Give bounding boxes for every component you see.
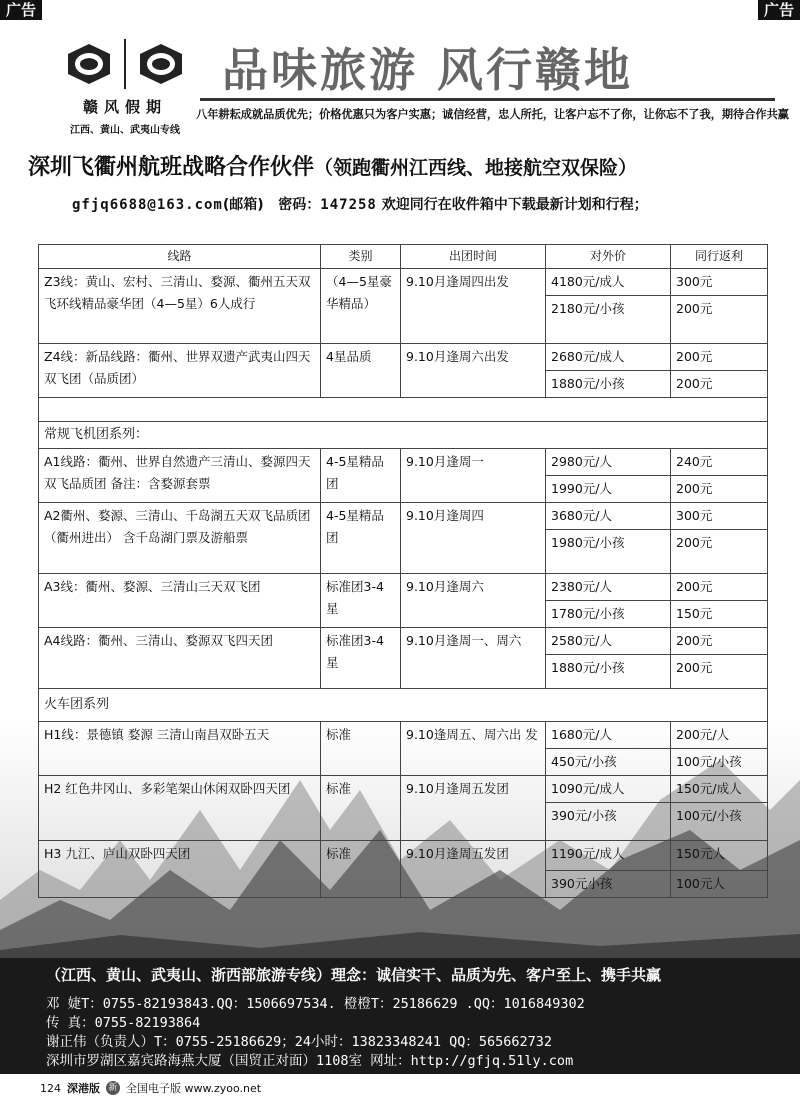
- price-cell: 2180元/小孩: [546, 296, 671, 344]
- rebate-cell: 200元: [671, 476, 768, 503]
- brand-name: 赣风假期: [82, 98, 167, 116]
- edition-badge-icon: 新: [106, 1081, 120, 1095]
- price-table: [38, 244, 768, 898]
- table-row: [39, 722, 768, 749]
- ad-label-left: 广告: [0, 0, 42, 20]
- route-cell: H2 红色井冈山、多彩笔架山休闲双卧四天团: [39, 776, 321, 841]
- header-route: 线路: [39, 245, 321, 269]
- table-row: [39, 628, 768, 655]
- date-cell: 9.10月逢周四出发: [401, 269, 546, 344]
- price-cell: 450元/小孩: [546, 749, 671, 776]
- header: [0, 22, 800, 142]
- type-cell: 4-5星精品团: [321, 449, 401, 503]
- table-row: [39, 776, 768, 803]
- header-type: 类别: [321, 245, 401, 269]
- emblem-icon: [64, 42, 114, 86]
- rebate-cell: 100元/小孩: [671, 749, 768, 776]
- price-cell: 1880元/小孩: [546, 371, 671, 398]
- date-cell: 9.10逢周五、周六出 发: [401, 722, 546, 776]
- table-row: [39, 574, 768, 601]
- email-line: [72, 194, 648, 214]
- table-row: [39, 344, 768, 371]
- date-cell: 9.10月逢周五发团: [401, 841, 546, 898]
- price-cell: 390元/小孩: [546, 803, 671, 841]
- headline: [28, 150, 637, 181]
- rebate-cell: 150元/成人: [671, 776, 768, 803]
- rebate-cell: 200元: [671, 371, 768, 398]
- brand-subtitle: 江西、黄山、武夷山专线: [70, 125, 180, 136]
- brand-logo: [50, 36, 200, 136]
- route-cell: A1线路：衢州、世界自然遗产三清山、婺源四天双飞品质团 备注：含婺源套票: [39, 449, 321, 503]
- table-header-row: [39, 245, 768, 269]
- headline-main: 深圳飞衢州航班战略合作伙伴: [28, 155, 315, 180]
- password-label: 密码：: [278, 197, 321, 213]
- date-cell: 9.10月逢周六出发: [401, 344, 546, 398]
- price-cell: 2580元/人: [546, 628, 671, 655]
- password-value: 147258: [320, 197, 377, 213]
- route-cell: A3线：衢州、婺源、三清山三天双飞团: [39, 574, 321, 628]
- rebate-cell: 100元/小孩: [671, 803, 768, 841]
- rebate-cell: 200元: [671, 296, 768, 344]
- divider: [200, 98, 775, 101]
- rebate-cell: 300元: [671, 269, 768, 296]
- manager-line: 谢正伟（负责人）T：0755-25186629；24小时：13823348241 QQ：565662732: [46, 1034, 552, 1050]
- type-cell: 标准: [321, 776, 401, 841]
- tagline: 八年耕耘成就品质优先；价格优惠只为客户实惠；诚信经营，忠人所托，让客户忘不了你，让你忘不了我，期待合作共赢: [196, 108, 789, 121]
- logo-divider: [124, 39, 126, 89]
- rebate-cell: 150元人: [671, 841, 768, 871]
- price-cell: 1990元/人: [546, 476, 671, 503]
- date-cell: 9.10月逢周四: [401, 503, 546, 574]
- headline-sub: （领跑衢州江西线、地接航空双保险）: [314, 157, 638, 179]
- spacer-cell: [39, 398, 768, 422]
- price-cell: 390元小孩: [546, 871, 671, 898]
- rebate-cell: 200元: [671, 530, 768, 574]
- section-title: 常规飞机团系列：: [39, 422, 768, 449]
- address-line: 深圳市罗湖区嘉宾路海燕大厦（国贸正对面）1108室 网址：http://gfjq.51ly.com: [46, 1053, 574, 1069]
- route-cell: Z4线：新品线路：衢州、世界双遗产武夷山四天双飞团（品质团）: [39, 344, 321, 398]
- table-row: [39, 449, 768, 476]
- rebate-cell: 240元: [671, 449, 768, 476]
- page-footer: [40, 1080, 261, 1096]
- emblem-icon: [136, 42, 186, 86]
- type-cell: 4-5星精品团: [321, 503, 401, 574]
- type-cell: 标准团3-4星: [321, 574, 401, 628]
- table-row: [39, 503, 768, 530]
- section-row: [39, 422, 768, 449]
- site-link[interactable]: 全国电子版 www.zyoo.net: [126, 1082, 262, 1095]
- price-cell: 2380元/人: [546, 574, 671, 601]
- price-cell: 1880元/小孩: [546, 655, 671, 689]
- price-cell: 1090元/成人: [546, 776, 671, 803]
- table-row: [39, 269, 768, 296]
- email-instruction: 欢迎同行在收件箱中下载最新计划和行程；: [381, 197, 648, 213]
- header-rebate: 同行返利: [671, 245, 768, 269]
- email-address[interactable]: gfjq6688@163.com: [72, 197, 223, 213]
- rebate-cell: 150元: [671, 601, 768, 628]
- rebate-cell: 200元/人: [671, 722, 768, 749]
- rebate-cell: 200元: [671, 628, 768, 655]
- route-cell: A4线路：衢州、三清山、婺源双飞四天团: [39, 628, 321, 689]
- ad-label-right: 广告: [758, 0, 800, 20]
- date-cell: 9.10月逢周五发团: [401, 776, 546, 841]
- price-cell: 2980元/人: [546, 449, 671, 476]
- rebate-cell: 200元: [671, 344, 768, 371]
- rebate-cell: 200元: [671, 655, 768, 689]
- section-title: 火车团系列: [39, 689, 768, 722]
- type-cell: 4星品质: [321, 344, 401, 398]
- type-cell: （4—5星豪华精品）: [321, 269, 401, 344]
- header-date: 出团时间: [401, 245, 546, 269]
- section-row: [39, 689, 768, 722]
- route-cell: Z3线：黄山、宏村、三清山、婺源、衢州五天双飞环线精品豪华团（4—5星）6人成行: [39, 269, 321, 344]
- date-cell: 9.10月逢周一、周六: [401, 628, 546, 689]
- edition-label: 深港版: [67, 1082, 100, 1095]
- rebate-cell: 200元: [671, 574, 768, 601]
- route-cell: H3 九江、庐山双卧四天团: [39, 841, 321, 898]
- rebate-cell: 300元: [671, 503, 768, 530]
- footer-contact: [0, 958, 800, 1074]
- date-cell: 9.10月逢周一: [401, 449, 546, 503]
- page-number: 124: [40, 1081, 61, 1095]
- type-cell: 标准团3-4星: [321, 628, 401, 689]
- price-cell: 2680元/成人: [546, 344, 671, 371]
- header-price: 对外价: [546, 245, 671, 269]
- table-row: [39, 841, 768, 871]
- contact-line: 邓 婕T：0755-82193843.QQ：1506697534. 橙橙T：25186629 .QQ：1016849302: [46, 996, 585, 1012]
- price-cell: 1680元/人: [546, 722, 671, 749]
- price-cell: 1980元/小孩: [546, 530, 671, 574]
- fax-line: 传 真：0755-82193864: [46, 1015, 201, 1031]
- type-cell: 标准: [321, 841, 401, 898]
- price-cell: 1190元/成人: [546, 841, 671, 871]
- rebate-cell: 100元人: [671, 871, 768, 898]
- spacer-row: [39, 398, 768, 422]
- type-cell: 标准: [321, 722, 401, 776]
- price-cell: 4180元/成人: [546, 269, 671, 296]
- price-cell: 3680元/人: [546, 503, 671, 530]
- route-cell: A2衢州、婺源、三清山、千岛湖五天双飞品质团（衢州进出） 含千岛湖门票及游船票: [39, 503, 321, 574]
- email-note: (邮箱): [222, 197, 264, 213]
- route-cell: H1线：景德镇 婺源 三清山南昌双卧五天: [39, 722, 321, 776]
- footer-slogan: （江西、黄山、武夷山、浙西部旅游专线）理念：诚信实干、品质为先、客户至上、携手共赢: [46, 966, 662, 984]
- date-cell: 9.10月逢周六: [401, 574, 546, 628]
- slogan: 品味旅游 风行赣地: [222, 43, 634, 97]
- price-cell: 1780元/小孩: [546, 601, 671, 628]
